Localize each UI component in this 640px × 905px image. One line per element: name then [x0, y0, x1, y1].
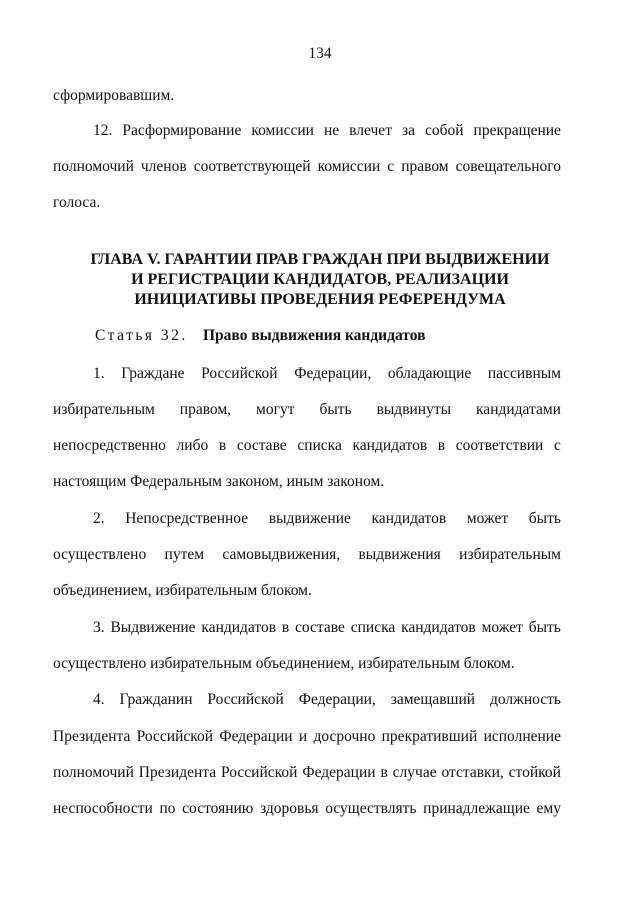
word: Российской	[221, 764, 298, 781]
word: составе	[295, 619, 345, 636]
word: 2.	[93, 510, 105, 527]
word: здоровья	[260, 800, 319, 817]
word: быть	[528, 619, 561, 636]
word: выдвижения	[358, 546, 441, 563]
word: быть	[319, 401, 352, 418]
word: с	[387, 158, 395, 175]
paragraph-line	[93, 121, 561, 141]
word: 1.	[93, 365, 105, 382]
paragraph-line: голоса.	[53, 194, 101, 211]
clause-line	[93, 690, 561, 710]
word: Федерации,	[294, 365, 372, 382]
word: с	[554, 437, 561, 454]
clause-line	[53, 436, 561, 456]
clause-line: объединением, избирательным блоком.	[53, 582, 312, 599]
word: членов	[140, 158, 187, 175]
word: кандидатов	[352, 437, 428, 454]
word: Федерации,	[298, 691, 376, 708]
word: неспособности	[53, 800, 153, 817]
word: самовыдвижения,	[222, 546, 341, 563]
word: принадлежащие	[423, 800, 530, 817]
word: по	[159, 800, 176, 817]
word: могут	[256, 401, 295, 418]
word: отставки,	[441, 764, 504, 781]
word: 3.	[93, 619, 105, 636]
word: в	[437, 437, 446, 454]
clause-line	[53, 400, 561, 420]
word: в	[218, 437, 227, 454]
word: в	[281, 619, 290, 636]
word: кандидатов	[371, 510, 447, 527]
word: случае	[392, 764, 437, 781]
word: пассивным	[487, 365, 561, 382]
word: Российской	[136, 728, 214, 745]
clause-line	[53, 727, 561, 747]
word: составе	[236, 437, 287, 454]
word: выдвинуты	[376, 401, 452, 418]
word: должность	[489, 691, 561, 708]
word: исполнение	[483, 728, 561, 745]
word: соответствии	[455, 437, 544, 454]
clause-line	[53, 545, 561, 565]
word: 12.	[93, 122, 113, 139]
word: либо	[176, 437, 209, 454]
article-label: Статья 32.	[95, 327, 188, 344]
clause-line	[93, 509, 561, 529]
page-number: 134	[308, 45, 332, 62]
word: может	[466, 510, 509, 527]
word: списка	[297, 437, 342, 454]
word: Гражданин	[119, 691, 193, 708]
word: не	[323, 122, 340, 139]
word: Российской	[207, 691, 284, 708]
word: замещавший	[390, 691, 476, 708]
word: совещательного	[455, 158, 561, 175]
word: и	[298, 728, 308, 745]
word: досрочно	[313, 728, 376, 745]
word: прекращение	[473, 122, 561, 139]
clause-line	[93, 364, 561, 384]
word: Федерации	[302, 764, 376, 781]
word: выдвижение	[268, 510, 351, 527]
word: Российской	[201, 365, 278, 382]
word: ему	[536, 800, 561, 817]
clause-line: настоящим Федеральным законом, иным законом.	[53, 473, 385, 490]
word: в	[380, 764, 388, 781]
word: обладающие	[387, 365, 472, 382]
word: избирательным	[459, 546, 561, 563]
word: правом	[401, 158, 449, 175]
word: осуществлено	[53, 546, 147, 563]
word: полномочий	[53, 764, 134, 781]
word: прекративший	[381, 728, 478, 745]
word: может	[481, 619, 523, 636]
word: избирательным	[53, 401, 155, 418]
word: влечет	[349, 122, 392, 139]
word: соответствующей	[193, 158, 311, 175]
word: Непосредственное	[125, 510, 249, 527]
word: кандидатами	[476, 401, 561, 418]
word: быть	[528, 510, 561, 527]
chapter-heading-line: ГЛАВА V. ГАРАНТИИ ПРАВ ГРАЖДАН ПРИ ВЫДВИЖЕНИИ	[90, 251, 550, 268]
clause-line	[53, 763, 561, 783]
word: кандидатов	[401, 619, 476, 636]
word: Граждане	[121, 365, 185, 382]
word: 4.	[93, 691, 105, 708]
word: за	[401, 122, 415, 139]
word: Президента	[53, 728, 131, 745]
word: состоянию	[182, 800, 254, 817]
word: собой	[424, 122, 464, 139]
word: кандидатов	[201, 619, 277, 636]
word: полномочий	[53, 158, 134, 175]
word: Федерации	[219, 728, 293, 745]
word: Расформирование	[122, 122, 242, 139]
clause-line	[53, 799, 561, 819]
word: комиссии	[317, 158, 381, 175]
chapter-heading-line: И РЕГИСТРАЦИИ КАНДИДАТОВ, РЕАЛИЗАЦИИ	[131, 271, 509, 288]
paragraph-line	[53, 157, 561, 177]
paragraph-line: сформировавшим.	[53, 87, 175, 104]
word: путем	[164, 546, 205, 563]
word: осуществлять	[325, 800, 417, 817]
word: комиссии	[251, 122, 314, 139]
word: стойкой	[508, 764, 561, 781]
word: Выдвижение	[110, 619, 196, 636]
word: правом,	[179, 401, 232, 418]
chapter-heading-line: ИНИЦИАТИВЫ ПРОВЕДЕНИЯ РЕФЕРЕНДУМА	[134, 291, 506, 308]
article-title: Право выдвижения кандидатов	[203, 327, 426, 344]
word: Президента	[138, 764, 217, 781]
word: непосредственно	[53, 437, 166, 454]
clause-line	[93, 618, 561, 638]
word: списка	[350, 619, 396, 636]
clause-line: осуществлено избирательным объединением, избирательным блоком.	[53, 655, 515, 672]
